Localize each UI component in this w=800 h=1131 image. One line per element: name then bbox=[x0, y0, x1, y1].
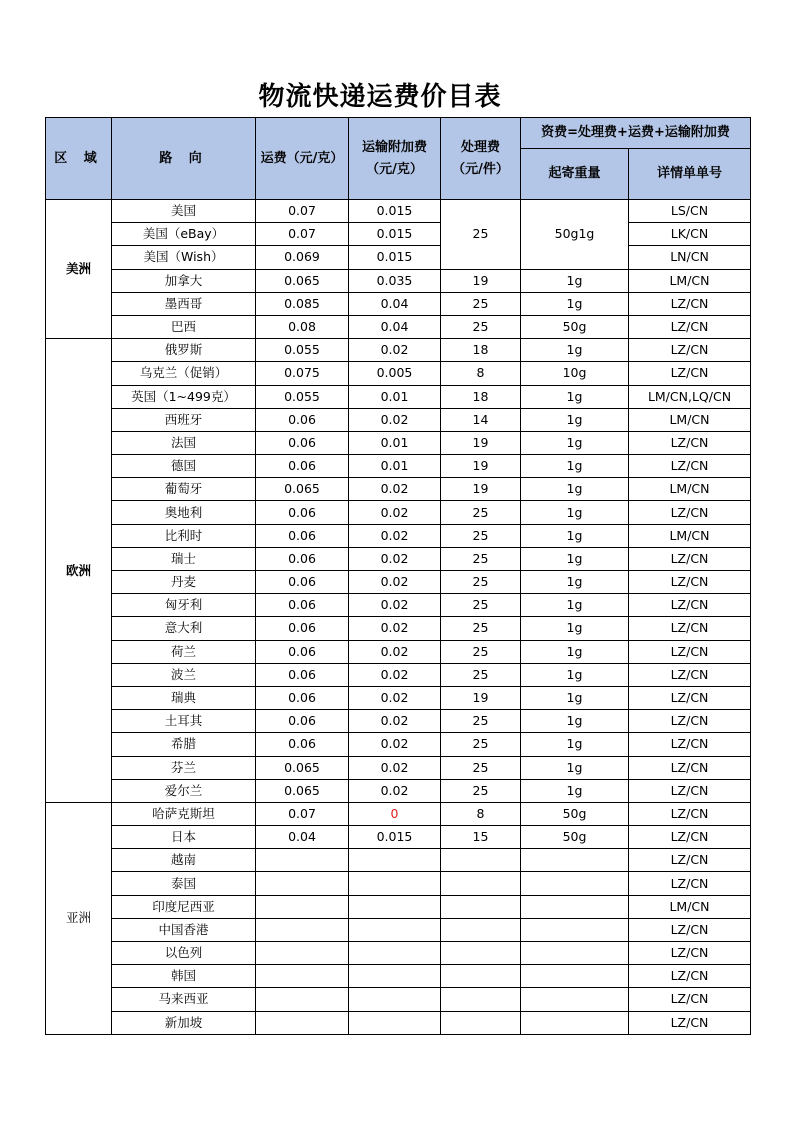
freight-cell: 0.06 bbox=[256, 640, 349, 663]
handling-cell: 25 bbox=[441, 756, 521, 779]
route-cell: 中国香港 bbox=[112, 918, 256, 941]
table-row bbox=[46, 663, 751, 686]
route-cell: 巴西 bbox=[112, 315, 256, 338]
surcharge-cell: 0.015 bbox=[349, 223, 441, 246]
surcharge-cell: 0.02 bbox=[349, 640, 441, 663]
weight-cell bbox=[521, 895, 629, 918]
surcharge-cell: 0.02 bbox=[349, 733, 441, 756]
route-cell: 乌克兰（促销） bbox=[112, 362, 256, 385]
detail-no-cell: LZ/CN bbox=[629, 826, 751, 849]
surcharge-cell bbox=[349, 849, 441, 872]
freight-cell: 0.06 bbox=[256, 431, 349, 454]
freight-cell: 0.08 bbox=[256, 315, 349, 338]
freight-cell bbox=[256, 1011, 349, 1034]
surcharge-cell bbox=[349, 1011, 441, 1034]
header-detail-no: 详情单单号 bbox=[629, 149, 751, 200]
detail-no-cell: LM/CN bbox=[629, 524, 751, 547]
table-row bbox=[46, 200, 751, 223]
route-cell: 新加坡 bbox=[112, 1011, 256, 1034]
detail-no-cell: LZ/CN bbox=[629, 362, 751, 385]
detail-no-cell: LS/CN bbox=[629, 200, 751, 223]
detail-no-cell: LZ/CN bbox=[629, 663, 751, 686]
table-row bbox=[46, 315, 751, 338]
table-row bbox=[46, 431, 751, 454]
freight-cell: 0.06 bbox=[256, 710, 349, 733]
route-cell: 俄罗斯 bbox=[112, 339, 256, 362]
handling-cell bbox=[441, 872, 521, 895]
handling-cell: 25 bbox=[441, 315, 521, 338]
route-cell: 越南 bbox=[112, 849, 256, 872]
table-row bbox=[46, 362, 751, 385]
table-row bbox=[46, 571, 751, 594]
surcharge-cell bbox=[349, 918, 441, 941]
header-formula: 资费=处理费+运费+运输附加费 bbox=[521, 118, 751, 149]
detail-no-cell: LZ/CN bbox=[629, 942, 751, 965]
table-row bbox=[46, 246, 751, 269]
detail-no-cell: LZ/CN bbox=[629, 339, 751, 362]
weight-cell: 1g bbox=[521, 269, 629, 292]
handling-cell: 14 bbox=[441, 408, 521, 431]
handling-cell: 19 bbox=[441, 455, 521, 478]
weight-cell bbox=[521, 942, 629, 965]
surcharge-cell bbox=[349, 895, 441, 918]
weight-cell: 1g bbox=[521, 571, 629, 594]
route-cell: 韩国 bbox=[112, 965, 256, 988]
weight-cell: 1g bbox=[521, 640, 629, 663]
freight-cell bbox=[256, 965, 349, 988]
header-handling-line2: （元/件） bbox=[452, 161, 509, 177]
detail-no-cell: LZ/CN bbox=[629, 640, 751, 663]
detail-no-cell: LZ/CN bbox=[629, 292, 751, 315]
surcharge-cell: 0.01 bbox=[349, 385, 441, 408]
freight-cell: 0.069 bbox=[256, 246, 349, 269]
detail-no-cell: LZ/CN bbox=[629, 1011, 751, 1034]
handling-cell-us-group: 25 bbox=[441, 200, 521, 270]
handling-cell: 25 bbox=[441, 594, 521, 617]
handling-cell: 18 bbox=[441, 339, 521, 362]
table-row bbox=[46, 478, 751, 501]
table-row bbox=[46, 524, 751, 547]
surcharge-cell: 0.02 bbox=[349, 501, 441, 524]
table-row bbox=[46, 1011, 751, 1034]
handling-cell: 25 bbox=[441, 710, 521, 733]
table-row bbox=[46, 640, 751, 663]
surcharge-cell: 0 bbox=[349, 802, 441, 825]
table-row bbox=[46, 408, 751, 431]
weight-cell: 50g bbox=[521, 315, 629, 338]
route-cell: 加拿大 bbox=[112, 269, 256, 292]
weight-cell: 50g bbox=[521, 826, 629, 849]
weight-cell: 10g bbox=[521, 362, 629, 385]
freight-cell: 0.06 bbox=[256, 663, 349, 686]
detail-no-cell: LZ/CN bbox=[629, 686, 751, 709]
freight-cell: 0.06 bbox=[256, 455, 349, 478]
route-cell: 奥地利 bbox=[112, 501, 256, 524]
route-cell: 德国 bbox=[112, 455, 256, 478]
detail-no-cell: LZ/CN bbox=[629, 710, 751, 733]
detail-no-cell: LK/CN bbox=[629, 223, 751, 246]
freight-cell: 0.075 bbox=[256, 362, 349, 385]
region-cell-asia: 亚洲 bbox=[46, 802, 112, 1034]
handling-cell: 8 bbox=[441, 362, 521, 385]
table-row bbox=[46, 826, 751, 849]
detail-no-cell: LZ/CN bbox=[629, 872, 751, 895]
table-row bbox=[46, 455, 751, 478]
route-cell: 比利时 bbox=[112, 524, 256, 547]
freight-cell: 0.06 bbox=[256, 524, 349, 547]
handling-cell: 25 bbox=[441, 640, 521, 663]
weight-cell: 1g bbox=[521, 617, 629, 640]
weight-cell: 1g bbox=[521, 594, 629, 617]
table-row bbox=[46, 710, 751, 733]
weight-cell: 1g bbox=[521, 408, 629, 431]
weight-cell-us-group: 50g1g bbox=[521, 200, 629, 270]
route-cell: 美国（Wish） bbox=[112, 246, 256, 269]
freight-cell: 0.06 bbox=[256, 408, 349, 431]
surcharge-cell: 0.02 bbox=[349, 779, 441, 802]
route-cell: 哈萨克斯坦 bbox=[112, 802, 256, 825]
table-row bbox=[46, 779, 751, 802]
surcharge-cell: 0.01 bbox=[349, 431, 441, 454]
surcharge-cell: 0.035 bbox=[349, 269, 441, 292]
surcharge-cell: 0.02 bbox=[349, 408, 441, 431]
handling-cell bbox=[441, 965, 521, 988]
handling-cell: 25 bbox=[441, 547, 521, 570]
handling-cell: 25 bbox=[441, 779, 521, 802]
header-freight: 运费（元/克） bbox=[256, 118, 349, 200]
freight-cell: 0.055 bbox=[256, 385, 349, 408]
detail-no-cell: LZ/CN bbox=[629, 918, 751, 941]
route-cell: 爱尔兰 bbox=[112, 779, 256, 802]
table-row bbox=[46, 547, 751, 570]
route-cell: 匈牙利 bbox=[112, 594, 256, 617]
table-row bbox=[46, 501, 751, 524]
header-route: 路 向 bbox=[112, 118, 256, 200]
detail-no-cell: LZ/CN bbox=[629, 571, 751, 594]
detail-no-cell: LZ/CN bbox=[629, 802, 751, 825]
detail-no-cell: LM/CN bbox=[629, 895, 751, 918]
route-cell: 马来西亚 bbox=[112, 988, 256, 1011]
handling-cell: 18 bbox=[441, 385, 521, 408]
table-row bbox=[46, 802, 751, 825]
detail-no-cell: LM/CN,LQ/CN bbox=[629, 385, 751, 408]
route-cell: 葡萄牙 bbox=[112, 478, 256, 501]
surcharge-cell: 0.02 bbox=[349, 756, 441, 779]
surcharge-cell bbox=[349, 965, 441, 988]
freight-cell: 0.065 bbox=[256, 269, 349, 292]
handling-cell: 19 bbox=[441, 269, 521, 292]
handling-cell: 19 bbox=[441, 431, 521, 454]
weight-cell bbox=[521, 849, 629, 872]
surcharge-cell bbox=[349, 988, 441, 1011]
weight-cell: 1g bbox=[521, 733, 629, 756]
route-cell: 瑞典 bbox=[112, 686, 256, 709]
surcharge-cell: 0.02 bbox=[349, 339, 441, 362]
surcharge-cell bbox=[349, 942, 441, 965]
surcharge-cell: 0.02 bbox=[349, 478, 441, 501]
route-cell: 以色列 bbox=[112, 942, 256, 965]
table-row bbox=[46, 617, 751, 640]
handling-cell: 8 bbox=[441, 802, 521, 825]
surcharge-cell: 0.04 bbox=[349, 315, 441, 338]
freight-cell: 0.065 bbox=[256, 779, 349, 802]
handling-cell: 25 bbox=[441, 292, 521, 315]
detail-no-cell: LZ/CN bbox=[629, 315, 751, 338]
handling-cell bbox=[441, 849, 521, 872]
detail-no-cell: LZ/CN bbox=[629, 733, 751, 756]
weight-cell bbox=[521, 872, 629, 895]
surcharge-cell: 0.02 bbox=[349, 524, 441, 547]
table-row bbox=[46, 756, 751, 779]
freight-cell: 0.065 bbox=[256, 478, 349, 501]
surcharge-cell: 0.015 bbox=[349, 826, 441, 849]
detail-no-cell: LM/CN bbox=[629, 269, 751, 292]
handling-cell bbox=[441, 1011, 521, 1034]
table-row bbox=[46, 918, 751, 941]
header-region: 区 域 bbox=[46, 118, 112, 200]
handling-cell: 25 bbox=[441, 733, 521, 756]
page-title: 物流快递运费价目表 bbox=[258, 82, 502, 112]
surcharge-cell: 0.02 bbox=[349, 710, 441, 733]
freight-cell: 0.06 bbox=[256, 571, 349, 594]
weight-cell: 1g bbox=[521, 431, 629, 454]
surcharge-cell: 0.015 bbox=[349, 200, 441, 223]
detail-no-cell: LZ/CN bbox=[629, 965, 751, 988]
surcharge-cell: 0.02 bbox=[349, 547, 441, 570]
weight-cell bbox=[521, 965, 629, 988]
table-row bbox=[46, 686, 751, 709]
handling-cell: 25 bbox=[441, 524, 521, 547]
weight-cell: 50g bbox=[521, 802, 629, 825]
freight-price-table bbox=[45, 117, 751, 1035]
table-row bbox=[46, 942, 751, 965]
route-cell: 墨西哥 bbox=[112, 292, 256, 315]
detail-no-cell: LZ/CN bbox=[629, 756, 751, 779]
handling-cell: 19 bbox=[441, 478, 521, 501]
detail-no-cell: LZ/CN bbox=[629, 849, 751, 872]
table-row bbox=[46, 895, 751, 918]
freight-cell: 0.06 bbox=[256, 686, 349, 709]
freight-cell: 0.06 bbox=[256, 617, 349, 640]
detail-no-cell: LZ/CN bbox=[629, 455, 751, 478]
weight-cell: 1g bbox=[521, 385, 629, 408]
route-cell: 意大利 bbox=[112, 617, 256, 640]
detail-no-cell: LZ/CN bbox=[629, 988, 751, 1011]
freight-cell: 0.04 bbox=[256, 826, 349, 849]
route-cell: 瑞士 bbox=[112, 547, 256, 570]
region-cell-europe: 欧洲 bbox=[46, 339, 112, 803]
route-cell: 美国（eBay） bbox=[112, 223, 256, 246]
header-handling-line1: 处理费 bbox=[460, 139, 500, 155]
handling-cell bbox=[441, 895, 521, 918]
table-row bbox=[46, 733, 751, 756]
header-min-weight: 起寄重量 bbox=[521, 149, 629, 200]
table-row bbox=[46, 292, 751, 315]
table-row bbox=[46, 988, 751, 1011]
freight-cell: 0.06 bbox=[256, 501, 349, 524]
route-cell: 荷兰 bbox=[112, 640, 256, 663]
header-surcharge bbox=[349, 118, 441, 200]
header-surcharge-line1: 运输附加费 bbox=[361, 139, 427, 155]
freight-cell bbox=[256, 918, 349, 941]
weight-cell: 1g bbox=[521, 756, 629, 779]
freight-cell bbox=[256, 849, 349, 872]
handling-cell bbox=[441, 942, 521, 965]
header-handling bbox=[441, 118, 521, 200]
detail-no-cell: LN/CN bbox=[629, 246, 751, 269]
weight-cell: 1g bbox=[521, 455, 629, 478]
handling-cell: 25 bbox=[441, 617, 521, 640]
surcharge-cell: 0.02 bbox=[349, 594, 441, 617]
route-cell: 印度尼西亚 bbox=[112, 895, 256, 918]
weight-cell: 1g bbox=[521, 663, 629, 686]
freight-cell: 0.065 bbox=[256, 756, 349, 779]
handling-cell: 19 bbox=[441, 686, 521, 709]
table-row bbox=[46, 223, 751, 246]
weight-cell: 1g bbox=[521, 292, 629, 315]
table-row bbox=[46, 965, 751, 988]
detail-no-cell: LM/CN bbox=[629, 478, 751, 501]
weight-cell: 1g bbox=[521, 686, 629, 709]
handling-cell: 15 bbox=[441, 826, 521, 849]
freight-cell: 0.055 bbox=[256, 339, 349, 362]
detail-no-cell: LZ/CN bbox=[629, 779, 751, 802]
freight-cell: 0.085 bbox=[256, 292, 349, 315]
route-cell: 土耳其 bbox=[112, 710, 256, 733]
handling-cell: 25 bbox=[441, 663, 521, 686]
handling-cell bbox=[441, 988, 521, 1011]
detail-no-cell: LZ/CN bbox=[629, 594, 751, 617]
freight-cell bbox=[256, 942, 349, 965]
freight-cell: 0.07 bbox=[256, 200, 349, 223]
surcharge-cell bbox=[349, 872, 441, 895]
route-cell: 美国 bbox=[112, 200, 256, 223]
header-surcharge-line2: （元/克） bbox=[366, 161, 423, 177]
surcharge-cell: 0.005 bbox=[349, 362, 441, 385]
table-body bbox=[46, 200, 751, 1035]
weight-cell: 1g bbox=[521, 547, 629, 570]
route-cell: 日本 bbox=[112, 826, 256, 849]
table-row bbox=[46, 872, 751, 895]
route-cell: 法国 bbox=[112, 431, 256, 454]
freight-cell: 0.07 bbox=[256, 802, 349, 825]
surcharge-cell: 0.02 bbox=[349, 686, 441, 709]
surcharge-cell: 0.04 bbox=[349, 292, 441, 315]
handling-cell: 25 bbox=[441, 501, 521, 524]
route-cell: 泰国 bbox=[112, 872, 256, 895]
surcharge-cell: 0.02 bbox=[349, 571, 441, 594]
detail-no-cell: LM/CN bbox=[629, 408, 751, 431]
route-cell: 丹麦 bbox=[112, 571, 256, 594]
freight-cell: 0.06 bbox=[256, 547, 349, 570]
weight-cell bbox=[521, 1011, 629, 1034]
freight-cell: 0.07 bbox=[256, 223, 349, 246]
handling-cell: 25 bbox=[441, 571, 521, 594]
table-row bbox=[46, 594, 751, 617]
weight-cell: 1g bbox=[521, 339, 629, 362]
table-row bbox=[46, 385, 751, 408]
table-row bbox=[46, 339, 751, 362]
surcharge-cell: 0.02 bbox=[349, 617, 441, 640]
weight-cell: 1g bbox=[521, 524, 629, 547]
weight-cell: 1g bbox=[521, 710, 629, 733]
weight-cell bbox=[521, 918, 629, 941]
weight-cell: 1g bbox=[521, 501, 629, 524]
route-cell: 希腊 bbox=[112, 733, 256, 756]
handling-cell bbox=[441, 918, 521, 941]
weight-cell bbox=[521, 988, 629, 1011]
freight-cell bbox=[256, 988, 349, 1011]
freight-cell: 0.06 bbox=[256, 733, 349, 756]
surcharge-cell: 0.015 bbox=[349, 246, 441, 269]
route-cell: 英国（1~499克） bbox=[112, 385, 256, 408]
detail-no-cell: LZ/CN bbox=[629, 501, 751, 524]
route-cell: 波兰 bbox=[112, 663, 256, 686]
detail-no-cell: LZ/CN bbox=[629, 431, 751, 454]
region-cell-americas: 美洲 bbox=[46, 200, 112, 339]
detail-no-cell: LZ/CN bbox=[629, 617, 751, 640]
weight-cell: 1g bbox=[521, 478, 629, 501]
table-row bbox=[46, 849, 751, 872]
freight-cell: 0.06 bbox=[256, 594, 349, 617]
freight-cell bbox=[256, 895, 349, 918]
freight-cell bbox=[256, 872, 349, 895]
surcharge-cell: 0.02 bbox=[349, 663, 441, 686]
surcharge-cell: 0.01 bbox=[349, 455, 441, 478]
weight-cell: 1g bbox=[521, 779, 629, 802]
detail-no-cell: LZ/CN bbox=[629, 547, 751, 570]
route-cell: 芬兰 bbox=[112, 756, 256, 779]
route-cell: 西班牙 bbox=[112, 408, 256, 431]
table-row bbox=[46, 269, 751, 292]
